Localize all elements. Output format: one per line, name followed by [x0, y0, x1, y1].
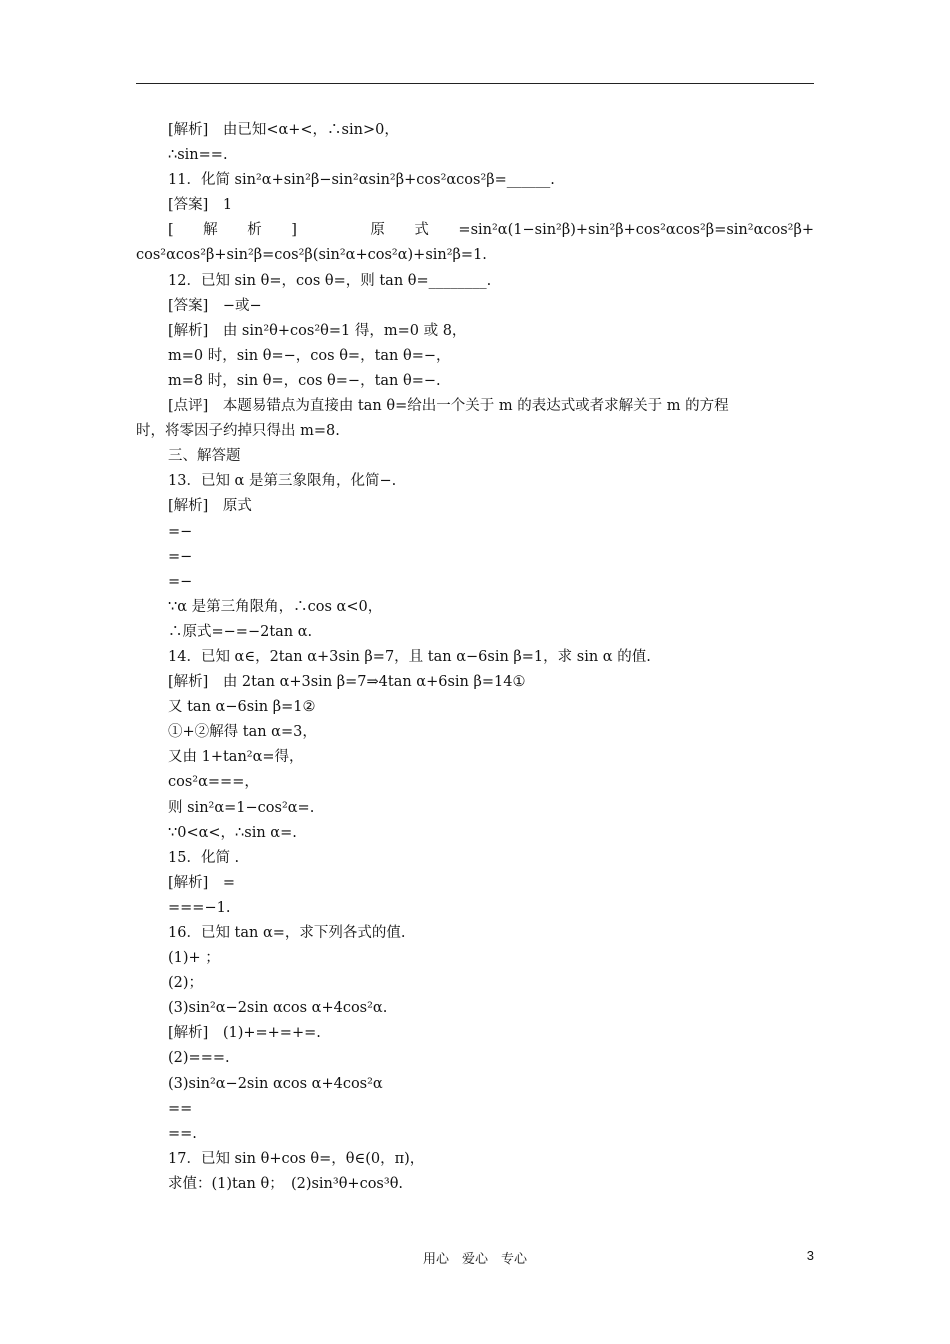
document-body	[136, 118, 814, 1197]
text-line: [解析] 由 2tan α+3sin β=7⇒4tan α+6sin β=14①	[168, 674, 526, 691]
text-line: =−	[168, 523, 193, 540]
text-line: [答案] −或−	[168, 297, 262, 314]
text-line: [解析] 原式	[168, 498, 252, 515]
text-line: ∴原式=−=−2tan α.	[168, 623, 313, 640]
text-line: [点评] 本题易错点为直接由 tan θ=给出一个关于 m 的表达式或者求解关于 m 的方程	[168, 398, 729, 415]
text-line: 12．已知 sin θ=，cos θ=，则 tan θ=________.	[168, 272, 492, 289]
text-line: 11．化简 sin²α+sin²β−sin²αsin²β+cos²αcos²β=______.	[168, 172, 555, 189]
text-line: (1)+ ；	[168, 950, 220, 967]
text-line: [解析] (1)+=+=+=.	[168, 1025, 321, 1042]
page-footer	[0, 1248, 950, 1268]
text-line: ∵α 是第三角限角，∴cos α<0，	[168, 598, 383, 615]
text-line: [解析] 原式=sin²α(1−sin²β)+sin²β+cos²αcos²β=sin²αcos²β+	[168, 222, 814, 239]
text-line: ===−1.	[168, 899, 231, 916]
text-line: 16．已知 tan α=，求下列各式的值.	[168, 925, 406, 941]
text-line: m=8 时，sin θ=，cos θ=−，tan θ=−.	[168, 372, 441, 389]
text-line: 又 tan α−6sin β=1②	[168, 699, 316, 716]
text-line: [解析] 由 sin²θ+cos²θ=1 得，m=0 或 8，	[168, 322, 467, 339]
footer-slogan: 用心 爱心 专心	[422, 1252, 527, 1267]
text-line: 14．已知 α∈，2tan α+3sin β=7，且 tan α−6sin β=1，求 sin α 的值.	[168, 648, 651, 665]
text-line: 时，将零因子约掉只得出 m=8.	[136, 423, 340, 440]
text-line: 又由 1+tan²α=得，	[168, 749, 304, 766]
text-line: (2)===.	[168, 1050, 230, 1067]
text-line: (3)sin²α−2sin αcos α+4cos²α.	[168, 1000, 388, 1017]
text-line: ==	[168, 1100, 193, 1117]
text-line: 求值：(1)tan θ； (2)sin³θ+cos³θ.	[168, 1175, 404, 1192]
text-line: 则 sin²α=1−cos²α=.	[168, 799, 315, 816]
text-line: 13．已知 α 是第三象限角，化简−.	[168, 473, 397, 490]
text-line: cos²α===，	[168, 774, 259, 791]
text-line: [解析] 由已知<α+<，∴sin>0，	[168, 122, 399, 138]
text-line: (2)；	[168, 975, 204, 992]
header-rule	[136, 83, 814, 84]
text-line: ==.	[168, 1125, 197, 1142]
text-line: ①+②解得 tan α=3，	[168, 724, 317, 741]
text-line: [答案] 1	[168, 197, 233, 214]
text-line: [解析] =	[168, 874, 235, 891]
text-line: cos²αcos²β+sin²β=cos²β(sin²α+cos²α)+sin²β=1.	[136, 247, 487, 264]
text-line: ∵0<α<，∴sin α=.	[168, 824, 297, 841]
text-line: =−	[168, 548, 193, 565]
page-number: 3	[806, 1248, 814, 1263]
text-line: ∴sin==.	[168, 147, 228, 164]
text-line: 17．已知 sin θ+cos θ=，θ∈(0，π)，	[168, 1150, 425, 1167]
text-line: 15．化简 .	[168, 849, 240, 866]
text-line: 三、解答题	[168, 448, 241, 465]
text-line: m=0 时，sin θ=−，cos θ=，tan θ=−，	[168, 347, 451, 364]
text-line: (3)sin²α−2sin αcos α+4cos²α	[168, 1075, 383, 1092]
text-line: =−	[168, 573, 193, 590]
